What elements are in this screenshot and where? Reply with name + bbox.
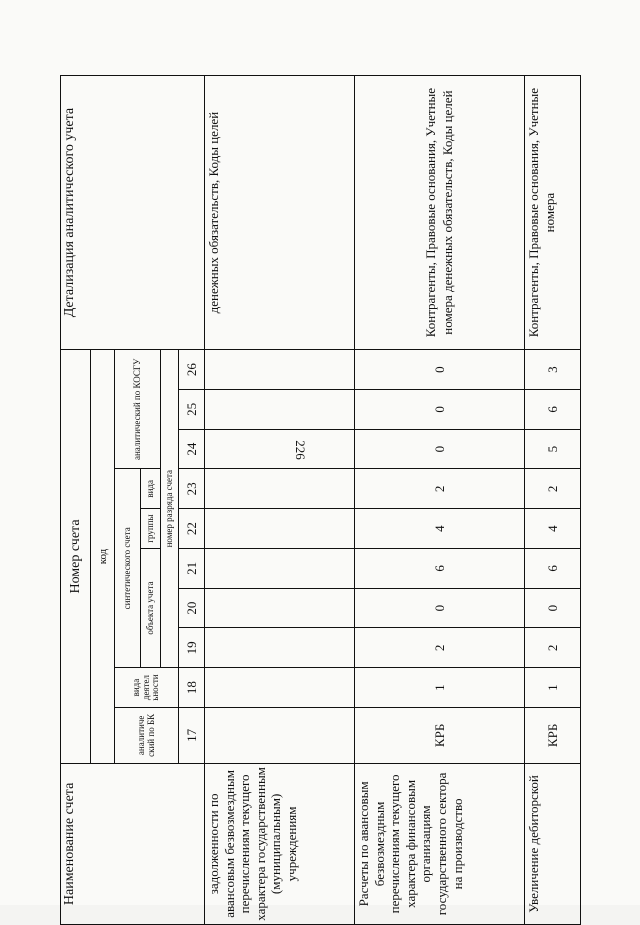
cell-value bbox=[205, 588, 355, 628]
cell-value bbox=[205, 389, 355, 429]
cell-value bbox=[205, 469, 355, 509]
cell-value: 0 bbox=[355, 429, 525, 469]
cell-value: КРБ bbox=[525, 707, 581, 763]
cell-value: 1 bbox=[355, 668, 525, 708]
cell-value: 4 bbox=[525, 509, 581, 549]
header-analytical-kosgu: аналитический по КОСГУ bbox=[115, 350, 161, 469]
column-number: 24 bbox=[179, 429, 205, 469]
column-number: 19 bbox=[179, 628, 205, 668]
table-row bbox=[205, 76, 355, 925]
cell-value bbox=[205, 628, 355, 668]
column-number: 23 bbox=[179, 469, 205, 509]
cell-value: 5 bbox=[525, 429, 581, 469]
cell-value bbox=[205, 548, 355, 588]
cell-value: 6 bbox=[525, 548, 581, 588]
row-detail: Контрагенты, Правовые основания, Учетные номера bbox=[525, 76, 581, 350]
header-digit-number: номер разряда счета bbox=[161, 350, 179, 668]
cell-value: 3 bbox=[525, 350, 581, 390]
cell-value: 0 bbox=[355, 389, 525, 429]
column-number: 21 bbox=[179, 548, 205, 588]
cell-value: 6 bbox=[525, 389, 581, 429]
cell-value bbox=[205, 707, 355, 763]
header-detail: Детализация аналитического учета bbox=[61, 76, 205, 350]
cell-value: 0 bbox=[525, 588, 581, 628]
header-code: код bbox=[91, 350, 115, 764]
cell-value bbox=[205, 668, 355, 708]
header-kind: вида bbox=[141, 469, 161, 509]
table-row bbox=[525, 76, 581, 925]
header-analytical-bk: аналитиче ский по БК bbox=[115, 707, 179, 763]
cell-value: 0 bbox=[355, 588, 525, 628]
column-number: 17 bbox=[179, 707, 205, 763]
row-name: задолженности по авансовым безвозмездным перечислениям текущего характера государственным (муниципальным) учреждениям bbox=[205, 763, 355, 924]
row-detail: денежных обязательств, Коды целей bbox=[205, 76, 355, 350]
page-number: 226 bbox=[292, 440, 308, 460]
column-number: 18 bbox=[179, 668, 205, 708]
header-group: группы bbox=[141, 509, 161, 549]
header-synthetic: синтетического счета bbox=[115, 469, 141, 668]
header-name: Наименование счета bbox=[61, 763, 205, 924]
cell-value bbox=[205, 350, 355, 390]
cell-value: 2 bbox=[525, 469, 581, 509]
cell-value: КРБ bbox=[355, 707, 525, 763]
cell-value: 6 bbox=[355, 548, 525, 588]
header-account-number: Номер счета bbox=[61, 350, 91, 764]
cell-value: 2 bbox=[355, 628, 525, 668]
cell-value: 4 bbox=[355, 509, 525, 549]
accounts-table bbox=[60, 75, 581, 925]
cell-value: 2 bbox=[525, 628, 581, 668]
cell-value: 2 bbox=[355, 469, 525, 509]
rotated-table-sheet bbox=[60, 75, 580, 925]
cell-value: 1 bbox=[525, 668, 581, 708]
column-number: 26 bbox=[179, 350, 205, 390]
header-activity-type: вида деятел ьности bbox=[115, 668, 179, 708]
column-number: 20 bbox=[179, 588, 205, 628]
row-detail: Контрагенты, Правовые основания, Учетные номера денежных обязательств, Коды целей bbox=[355, 76, 525, 350]
column-number: 22 bbox=[179, 509, 205, 549]
column-number: 25 bbox=[179, 389, 205, 429]
cell-value bbox=[205, 509, 355, 549]
header-object: объекта учета bbox=[141, 548, 161, 667]
row-name: Увеличение дебиторской bbox=[525, 763, 581, 924]
cell-value: 0 bbox=[355, 350, 525, 390]
table-row bbox=[355, 76, 525, 925]
cell-value bbox=[205, 429, 355, 469]
row-name: Расчеты по авансовым безвозмездным перечислениям текущего характера финансовым организациям государственного сектора на производство bbox=[355, 763, 525, 924]
